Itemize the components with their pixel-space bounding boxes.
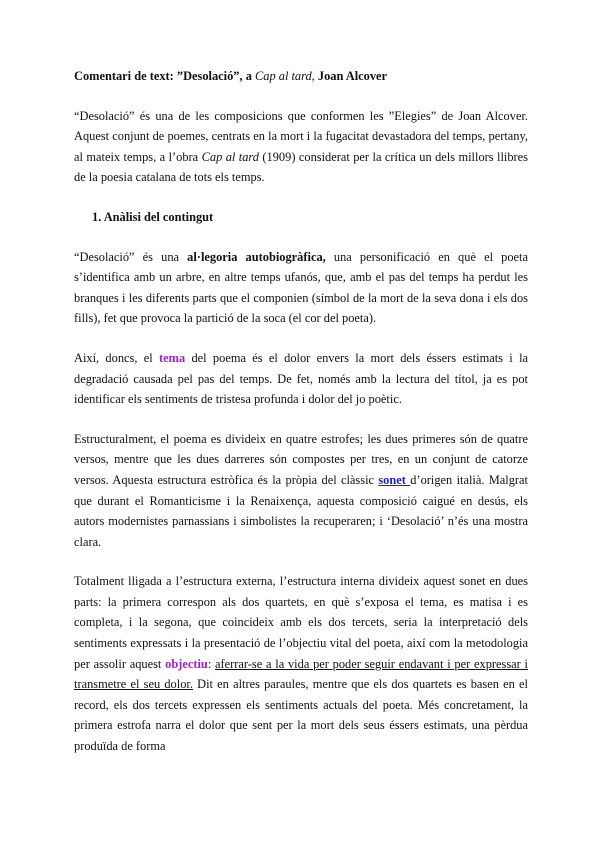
- p1-bold: al·legoria autobiogràfica,: [187, 249, 326, 264]
- title-work: Cap al tard,: [255, 69, 315, 83]
- p2-text-1: Així, doncs, el: [74, 350, 160, 365]
- keyword-objectiu: objectiu: [165, 656, 208, 671]
- p3-text-2: d’origen italià. Malgrat que durant el Romanticisme i la Renaixença, aquesta composició caigué en desús, els autors modernistes parnassians i simbolistes la recuperaren; i ‘Desolació’ n’és una mostra clara.: [74, 472, 529, 549]
- intro-work: Cap al tard: [201, 149, 259, 164]
- title-prefix: Comentari de text: ”Desolació”, a: [74, 69, 255, 83]
- p3-text-1: Estructuralment, el poema es divideix en quatre estrofes; les dues primeres són de quatre versos, mentre que les dues darreres són compostes per tres, en un conjunt de catorze versos. Aquesta estructura estròfica és la pròpia del clàssic: [74, 431, 528, 487]
- p4-text-1: Totalment lligada a l’estructura externa, l’estructura interna divideix aquest sonet en dues parts: la primera correspon als dos quartets, en què s’exposa el tema, es matisa i es completa, i la segona, que coincideix amb els dos tercets, seria la interpretació dels sentiments expressats i la presentació de l’objectiu vital del poeta, així com la metodologia per assolir aquest: [74, 574, 528, 671]
- paragraph-allegory: [74, 247, 528, 329]
- paragraph-internal-structure: [74, 571, 528, 756]
- p4-colon: :: [207, 656, 216, 671]
- section-heading: 1. Anàlisi del contingut: [92, 209, 214, 224]
- intro-text-2: (1909) considerat per la crítica un dels millors llibres de la poesia catalana de tots els temps.: [74, 149, 528, 185]
- keyword-tema: tema: [159, 350, 186, 365]
- intro-text-1: “Desolació” és una de les composicions que conformen les ”Elegies” de Joan Alcover. Aquest conjunt de poemes, centrats en la mort i la fugacitat devastadora del temps, pertany, al mateix temps, a l’obra: [74, 108, 528, 164]
- p1-text-1: “Desolació” és una: [74, 249, 188, 264]
- title-author: Joan Alcover: [314, 69, 388, 83]
- document-title: [74, 66, 528, 87]
- p2-text-2: del poema és el dolor envers la mort dels éssers estimats i la degradació causada pel pas del temps. De fet, només amb la lectura del títol, ja es pot identificar els sentiments de tristesa profunda i dolor del jo poètic.: [74, 350, 529, 407]
- paragraph-theme: [74, 348, 528, 410]
- p1-text-2: una personificació en què el poeta s’identifica amb un arbre, en altre temps ufanós, que, amb el pas del temps ha perdut les branques i les diferents parts que el componien (símbol de la mort de la seva dona i els dos fills), fet que provoca la partició de la soca (el cor del poeta).: [74, 249, 528, 326]
- p4-underlined: aferrar-se a la vida per poder seguir endavant i per expressar i transmetre el seu dolor.: [74, 656, 528, 692]
- paragraph-structure: [74, 429, 528, 553]
- sonet-link[interactable]: sonet: [378, 472, 411, 487]
- intro-paragraph: [74, 106, 528, 188]
- document-body: [74, 66, 528, 757]
- p4-text-2: Dit en altres paraules, mentre que els dos quartets es basen en el record, els dos tercets expressen els sentiments actuals del poeta. Més concretament, la primera estrofa narra el dolor que sent per la mort dels seus éssers estimats, una pèrdua produïda de forma: [74, 677, 528, 754]
